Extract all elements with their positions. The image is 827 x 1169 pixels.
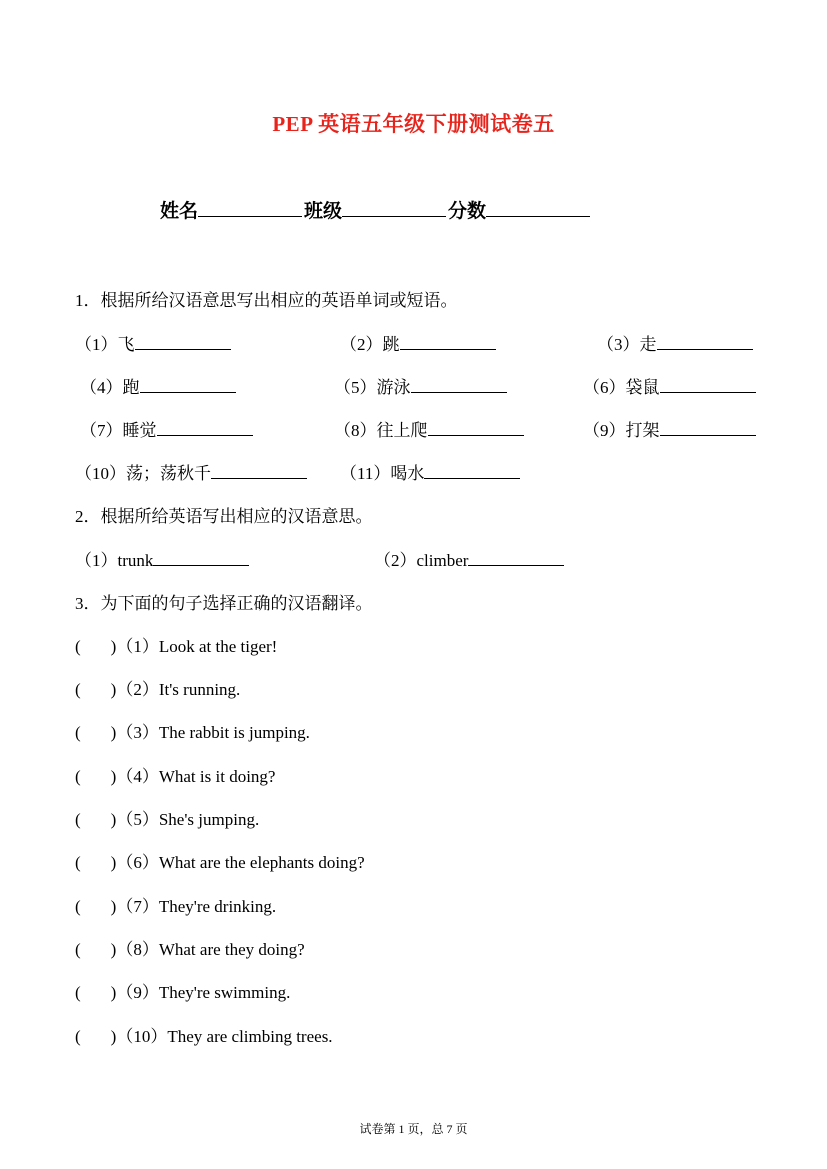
s2-item bbox=[374, 546, 564, 571]
bracket-open: ( bbox=[75, 723, 81, 742]
class-blank[interactable] bbox=[342, 196, 446, 217]
bracket-open: ( bbox=[75, 897, 81, 916]
s3-item bbox=[75, 675, 240, 700]
answer-blank[interactable] bbox=[468, 549, 564, 566]
s2-item-label: （2）climber bbox=[374, 551, 469, 570]
class-label: 班级 bbox=[304, 201, 343, 222]
s3-item bbox=[75, 632, 277, 657]
s3-item bbox=[75, 848, 365, 873]
name-label: 姓名 bbox=[160, 201, 199, 222]
bracket-close: ) bbox=[110, 1027, 117, 1046]
bracket-open: ( bbox=[75, 983, 81, 1002]
student-info-row bbox=[160, 196, 592, 223]
s1-item-label: （4）跑 bbox=[80, 378, 140, 397]
bracket-open: ( bbox=[75, 1027, 81, 1046]
bracket-close: ) bbox=[110, 897, 117, 916]
s3-item bbox=[75, 805, 259, 830]
s1-item-label: （3）走 bbox=[597, 335, 657, 354]
s3-item-text: （3）The rabbit is jumping. bbox=[116, 723, 310, 742]
bracket-open: ( bbox=[75, 767, 81, 786]
s1-item-label: （6）袋鼠 bbox=[583, 378, 660, 397]
s1-item bbox=[334, 373, 507, 398]
section3-heading: 3．为下面的句子选择正确的汉语翻译。 bbox=[75, 594, 373, 613]
bracket-close: ) bbox=[110, 983, 117, 1002]
s1-item bbox=[75, 330, 231, 355]
s1-item bbox=[80, 373, 236, 398]
s1-item-label: （7）睡觉 bbox=[80, 421, 157, 440]
section2-heading: 2．根据所给英语写出相应的汉语意思。 bbox=[75, 507, 373, 526]
s3-item-text: （7）They're drinking. bbox=[116, 897, 277, 916]
answer-blank[interactable] bbox=[428, 419, 524, 436]
s1-item bbox=[334, 416, 524, 441]
bracket-close: ) bbox=[110, 723, 117, 742]
bracket-close: ) bbox=[110, 853, 117, 872]
s3-item bbox=[75, 935, 305, 960]
s3-item bbox=[75, 1022, 333, 1047]
s1-item bbox=[75, 459, 307, 484]
s2-item bbox=[75, 546, 249, 571]
s1-item-label: （5）游泳 bbox=[334, 378, 411, 397]
bracket-open: ( bbox=[75, 810, 81, 829]
answer-blank[interactable] bbox=[400, 333, 496, 350]
s3-item-text: （6）What are the elephants doing? bbox=[116, 853, 365, 872]
s1-item bbox=[597, 330, 753, 355]
answer-blank[interactable] bbox=[660, 419, 756, 436]
s1-item-label: （2）跳 bbox=[340, 335, 400, 354]
answer-blank[interactable] bbox=[153, 549, 249, 566]
bracket-open: ( bbox=[75, 637, 81, 656]
s3-item bbox=[75, 718, 310, 743]
answer-blank[interactable] bbox=[140, 376, 236, 393]
s1-item bbox=[583, 416, 756, 441]
bracket-close: ) bbox=[110, 940, 117, 959]
s3-item-text: （10）They are climbing trees. bbox=[116, 1027, 333, 1046]
answer-blank[interactable] bbox=[211, 462, 307, 479]
s3-item-text: （8）What are they doing? bbox=[116, 940, 305, 959]
s2-item-label: （1）trunk bbox=[75, 551, 154, 570]
score-label: 分数 bbox=[448, 201, 487, 222]
bracket-open: ( bbox=[75, 853, 81, 872]
s1-item-label: （11）喝水 bbox=[340, 464, 425, 483]
bracket-close: ) bbox=[110, 767, 117, 786]
score-blank[interactable] bbox=[486, 196, 590, 217]
s3-item-text: （4）What is it doing? bbox=[116, 767, 276, 786]
s1-item bbox=[340, 459, 520, 484]
s3-item bbox=[75, 892, 276, 917]
answer-blank[interactable] bbox=[660, 376, 756, 393]
s1-item bbox=[340, 330, 496, 355]
exam-title: PEP 英语五年级下册测试卷五 bbox=[272, 112, 555, 136]
s3-item-text: （9）They're swimming. bbox=[116, 983, 291, 1002]
bracket-close: ) bbox=[110, 810, 117, 829]
answer-blank[interactable] bbox=[157, 419, 253, 436]
bracket-close: ) bbox=[110, 637, 117, 656]
s3-item-text: （5）She's jumping. bbox=[116, 810, 260, 829]
s1-item bbox=[80, 416, 253, 441]
bracket-close: ) bbox=[110, 680, 117, 699]
s1-item-label: （10）荡；荡秋千 bbox=[75, 464, 211, 483]
page-footer: 试卷第 1 页，总 7 页 bbox=[359, 1122, 468, 1136]
answer-blank[interactable] bbox=[657, 333, 753, 350]
s1-item bbox=[583, 373, 756, 398]
section1-heading: 1．根据所给汉语意思写出相应的英语单词或短语。 bbox=[75, 291, 458, 310]
s1-item-label: （8）往上爬 bbox=[334, 421, 428, 440]
s3-item bbox=[75, 762, 275, 787]
answer-blank[interactable] bbox=[135, 333, 231, 350]
s1-item-label: （1）飞 bbox=[75, 335, 135, 354]
bracket-open: ( bbox=[75, 940, 81, 959]
s1-item-label: （9）打架 bbox=[583, 421, 660, 440]
answer-blank[interactable] bbox=[424, 462, 520, 479]
s3-item-text: （1）Look at the tiger! bbox=[116, 637, 278, 656]
answer-blank[interactable] bbox=[411, 376, 507, 393]
s3-item-text: （2）It's running. bbox=[116, 680, 241, 699]
name-blank[interactable] bbox=[198, 196, 302, 217]
bracket-open: ( bbox=[75, 680, 81, 699]
s3-item bbox=[75, 978, 290, 1003]
